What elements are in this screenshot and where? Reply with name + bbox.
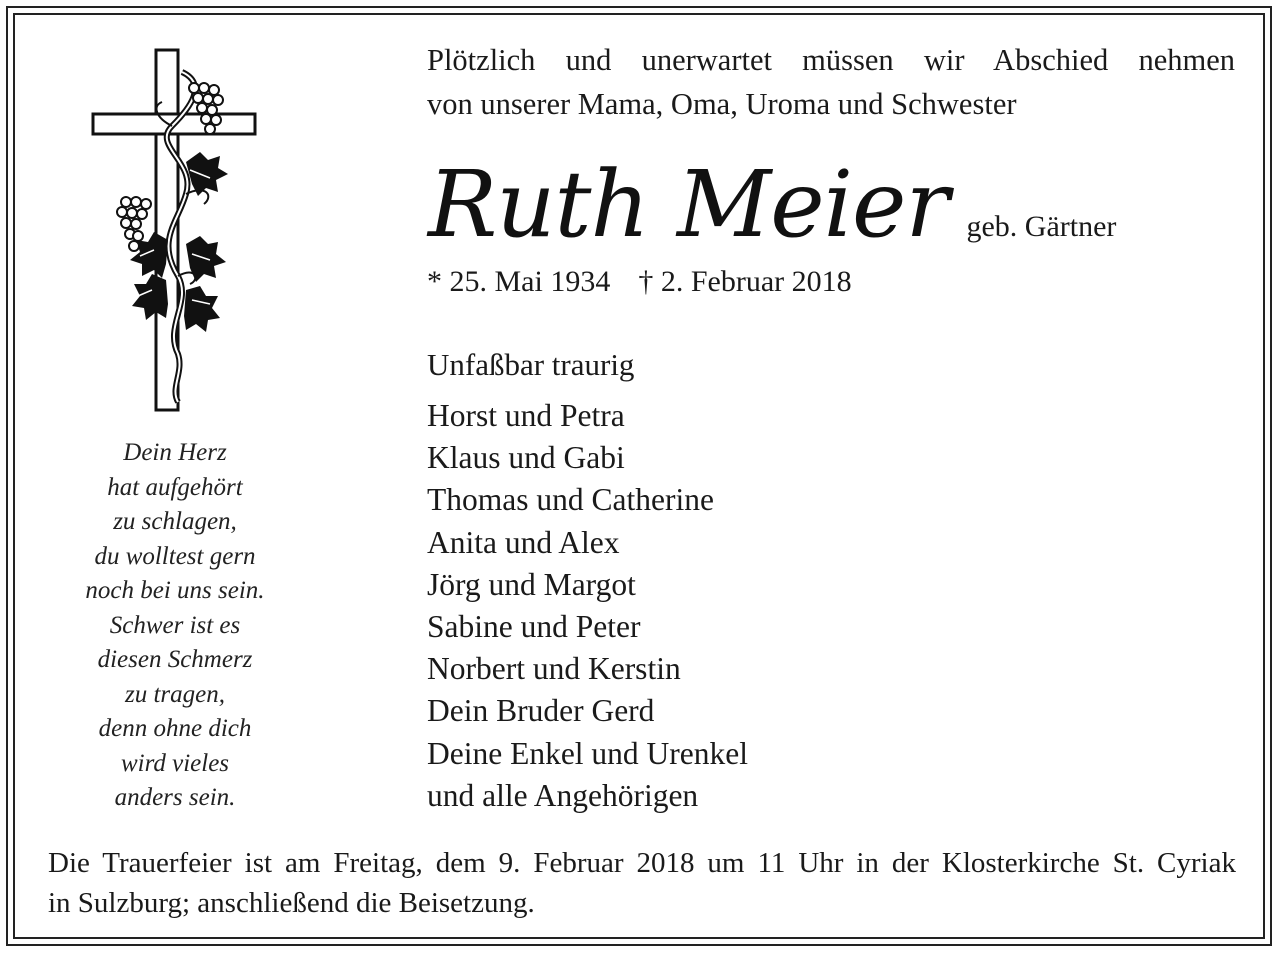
poem-line: wird vieles: [120, 749, 230, 777]
death-date: † 2. Februar 2018: [638, 265, 852, 298]
deceased-name-row: [428, 150, 1116, 260]
birth-date: * 25. Mai 1934: [427, 265, 611, 298]
poem-line: Schwer ist es: [109, 611, 241, 639]
mourner-entry: Anita und Alex: [427, 524, 620, 560]
funeral-line-1: Die Trauerfeier ist am Freitag, dem 9. Februar 2018 um 11 Uhr in der Klosterkirche St. Cyriak: [48, 847, 1236, 879]
poem-line: anders sein.: [114, 784, 236, 811]
mourner-entry: Horst und Petra: [427, 398, 625, 433]
funeral-line-2: in Sulzburg; anschließend die Beisetzung.: [48, 887, 535, 919]
mourner-entry: Sabine und Peter: [427, 609, 641, 645]
intro-line-2: von unserer Mama, Oma, Uroma und Schwester: [427, 87, 1017, 121]
intro-text: [427, 38, 1235, 126]
poem-line: zu schlagen,: [113, 508, 237, 535]
poem-line: hat aufgehört: [107, 473, 243, 501]
poem-line: Dein Herz: [123, 439, 227, 466]
intro-line-1: Plötzlich und unerwartet müssen wir Abschied nehmen: [427, 43, 1235, 77]
mourners-list: [427, 395, 748, 817]
poem-line: denn ohne dich: [98, 715, 252, 742]
mourner-entry: Dein Bruder Gerd: [427, 693, 655, 729]
poem: [44, 436, 306, 816]
mourner-entry: und alle Angehörigen: [427, 777, 699, 813]
life-dates: [427, 262, 852, 302]
mourner-entry: Norbert und Kerstin: [427, 651, 681, 687]
mourning-phrase: Unfaßbar traurig: [427, 347, 635, 382]
birth-name: geb. Gärtner: [966, 210, 1117, 243]
mourner-entry: Thomas und Catherine: [427, 482, 714, 518]
mourner-entry: Deine Enkel und Urenkel: [427, 735, 749, 771]
poem-line: diesen Schmerz: [97, 646, 253, 673]
cross-with-vine-icon: [86, 44, 266, 414]
mourner-entry: Jörg und Margot: [427, 566, 636, 602]
deceased-name: Ruth Meier: [428, 151, 949, 258]
poem-line: noch bei uns sein.: [85, 577, 265, 604]
poem-line: du wolltest gern: [94, 542, 256, 570]
funeral-info: [48, 843, 1236, 923]
poem-line: zu tragen,: [125, 680, 225, 708]
mourner-entry: Klaus und Gabi: [427, 440, 625, 476]
